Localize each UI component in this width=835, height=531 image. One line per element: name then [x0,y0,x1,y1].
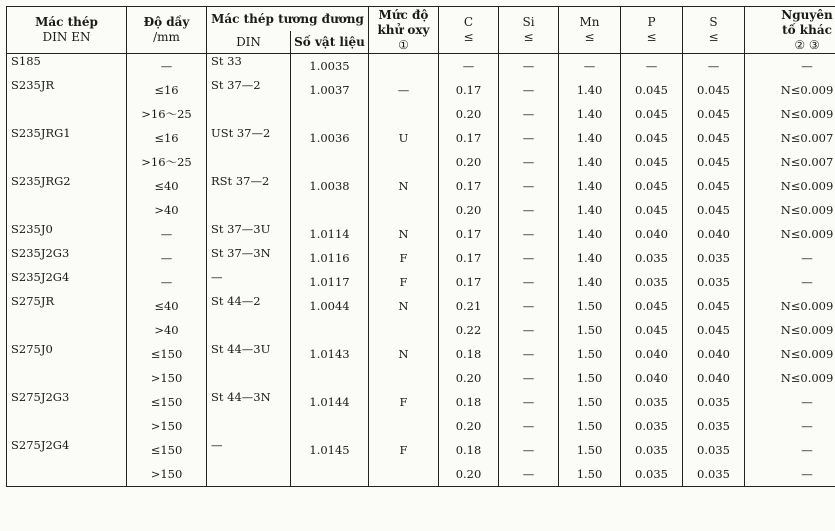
material-number-cell: 1.0116 [291,246,369,270]
header-deox-line2: khử oxy [377,22,430,37]
thickness-cell: >40 [127,318,207,342]
table-body [7,54,835,487]
manganese-cell: 1.50 [559,438,621,462]
din-cell [207,198,291,222]
carbon-cell: 0.17 [439,222,499,246]
thickness-cell: — [127,270,207,294]
sulfur-cell: 0.045 [683,102,745,126]
thickness-cell: — [127,246,207,270]
header-din: DIN [207,31,291,54]
din-cell-text: USt 37—2 [211,126,271,140]
header-si-label: Si [522,15,535,29]
grade-cell-text: S235JR [11,78,55,92]
manganese-cell: 1.50 [559,318,621,342]
other-elements-cell: N≤0.009 [745,78,835,102]
other-elements-cell: — [745,270,835,294]
silicon-cell: — [499,246,559,270]
grade-cell [7,294,127,318]
deoxidation-cell: N [369,294,439,318]
din-cell-text: St 37—3U [211,222,271,236]
sulfur-cell: 0.035 [683,246,745,270]
din-cell-text: St 37—3N [211,246,271,260]
header-other-line1: Nguyên [781,7,833,22]
material-number-cell: 1.0037 [291,78,369,102]
silicon-cell: — [499,294,559,318]
manganese-cell: — [559,54,621,79]
steel-grades-table [6,6,835,487]
other-elements-cell: N≤0.009 [745,366,835,390]
sulfur-cell: 0.045 [683,198,745,222]
sulfur-cell: 0.045 [683,150,745,174]
material-number-cell: 1.0143 [291,342,369,366]
material-number-cell [291,150,369,174]
deoxidation-cell: N [369,342,439,366]
din-cell [207,294,291,318]
thickness-cell: — [127,54,207,79]
sulfur-cell: 0.045 [683,294,745,318]
deoxidation-cell [369,54,439,79]
material-number-cell: 1.0038 [291,174,369,198]
deoxidation-cell: — [369,78,439,102]
din-cell-text: St 44—3U [211,342,271,356]
silicon-cell: — [499,222,559,246]
header-p-le: ≤ [646,30,657,44]
sulfur-cell: 0.035 [683,462,745,487]
header-mn-label: Mn [579,15,600,29]
phosphorus-cell: 0.045 [621,102,683,126]
carbon-cell: 0.17 [439,270,499,294]
grade-cell-text: S275JR [11,294,55,308]
table-row [7,366,835,390]
din-cell [207,150,291,174]
carbon-cell: 0.20 [439,462,499,487]
phosphorus-cell: 0.040 [621,222,683,246]
din-cell [207,462,291,487]
din-cell [207,54,291,79]
other-elements-cell: N≤0.007 [745,150,835,174]
deoxidation-cell: U [369,126,439,150]
sulfur-cell: 0.045 [683,78,745,102]
material-number-cell [291,198,369,222]
other-elements-cell: — [745,438,835,462]
din-cell [207,318,291,342]
material-number-cell [291,102,369,126]
manganese-cell: 1.50 [559,294,621,318]
grade-cell-text: S235JRG1 [11,126,71,140]
table-header [7,7,835,54]
phosphorus-cell: 0.045 [621,294,683,318]
grade-cell [7,126,127,150]
silicon-cell: — [499,150,559,174]
silicon-cell: — [499,438,559,462]
manganese-cell: 1.40 [559,270,621,294]
carbon-cell: 0.17 [439,78,499,102]
table-row [7,246,835,270]
silicon-cell: — [499,198,559,222]
other-elements-cell: — [745,246,835,270]
table-row [7,270,835,294]
table-row [7,54,835,79]
header-mn [559,7,621,54]
manganese-cell: 1.50 [559,366,621,390]
header-thickness-label: Độ dầy [143,15,190,29]
din-cell [207,438,291,462]
sulfur-cell: 0.035 [683,414,745,438]
header-grade-label: Mác thép [35,15,98,29]
din-cell-text: St 33 [211,54,242,68]
deoxidation-cell: F [369,390,439,414]
header-s [683,7,745,54]
phosphorus-cell: 0.035 [621,462,683,487]
silicon-cell: — [499,54,559,79]
grade-cell [7,318,127,342]
grade-cell [7,438,127,462]
carbon-cell: 0.18 [439,438,499,462]
header-c-le: ≤ [463,30,474,44]
grade-cell-text: S185 [11,54,41,68]
phosphorus-cell: 0.045 [621,198,683,222]
deoxidation-cell: F [369,270,439,294]
grade-cell [7,78,127,102]
material-number-cell [291,318,369,342]
din-cell [207,126,291,150]
other-elements-cell: N≤0.007 [745,126,835,150]
table-row [7,102,835,126]
grade-cell [7,462,127,487]
header-other-elements [745,7,835,54]
carbon-cell: 0.17 [439,246,499,270]
manganese-cell: 1.40 [559,174,621,198]
sulfur-cell: 0.040 [683,342,745,366]
din-cell [207,246,291,270]
thickness-cell: ≤150 [127,438,207,462]
manganese-cell: 1.40 [559,150,621,174]
sulfur-cell: — [683,54,745,79]
din-cell-text: St 44—3N [211,390,271,404]
phosphorus-cell: 0.035 [621,438,683,462]
other-elements-cell: N≤0.009 [745,222,835,246]
deoxidation-cell [369,150,439,174]
phosphorus-cell: 0.035 [621,270,683,294]
header-grade-sub: DIN EN [42,30,91,44]
header-c [439,7,499,54]
deoxidation-cell [369,366,439,390]
sulfur-cell: 0.035 [683,438,745,462]
grade-cell [7,150,127,174]
table-row [7,222,835,246]
sulfur-cell: 0.045 [683,126,745,150]
phosphorus-cell: 0.045 [621,126,683,150]
table-row [7,78,835,102]
thickness-cell: >40 [127,198,207,222]
deoxidation-cell [369,198,439,222]
phosphorus-cell: 0.045 [621,174,683,198]
other-elements-cell: — [745,414,835,438]
material-number-cell [291,462,369,487]
deoxidation-cell: F [369,438,439,462]
material-number-cell: 1.0036 [291,126,369,150]
carbon-cell: 0.18 [439,390,499,414]
deoxidation-cell: N [369,222,439,246]
phosphorus-cell: 0.045 [621,318,683,342]
grade-cell [7,246,127,270]
silicon-cell: — [499,270,559,294]
manganese-cell: 1.50 [559,390,621,414]
table-row [7,318,835,342]
header-other-line2: tố khác [782,22,832,37]
phosphorus-cell: 0.045 [621,150,683,174]
grade-cell [7,102,127,126]
din-cell [207,222,291,246]
din-cell-text: — [211,270,223,284]
table-row [7,414,835,438]
other-elements-cell: N≤0.009 [745,342,835,366]
carbon-cell: 0.20 [439,102,499,126]
header-mn-le: ≤ [584,30,595,44]
sulfur-cell: 0.045 [683,174,745,198]
header-p-label: P [647,15,656,29]
grade-cell [7,414,127,438]
grade-cell-text: S235J0 [11,222,53,236]
deoxidation-cell [369,462,439,487]
carbon-cell: 0.17 [439,126,499,150]
silicon-cell: — [499,78,559,102]
carbon-cell: 0.17 [439,174,499,198]
header-thickness-unit: /mm [153,30,180,44]
header-deoxidation [369,7,439,54]
manganese-cell: 1.40 [559,222,621,246]
header-si-le: ≤ [523,30,534,44]
other-elements-cell: — [745,462,835,487]
header-equivalent: Mác thép tương đương [207,7,369,32]
phosphorus-cell: 0.035 [621,414,683,438]
material-number-cell [291,414,369,438]
header-material-number: Số vật liệu [291,31,369,54]
other-elements-cell: N≤0.009 [745,102,835,126]
deoxidation-cell [369,414,439,438]
manganese-cell: 1.50 [559,462,621,487]
manganese-cell: 1.40 [559,102,621,126]
table-row [7,150,835,174]
grade-cell [7,390,127,414]
thickness-cell: ≤40 [127,174,207,198]
manganese-cell: 1.40 [559,246,621,270]
grade-cell [7,222,127,246]
header-c-label: C [463,15,474,29]
material-number-cell: 1.0117 [291,270,369,294]
thickness-cell: ≤150 [127,390,207,414]
carbon-cell: 0.22 [439,318,499,342]
sulfur-cell: 0.040 [683,222,745,246]
table-row [7,438,835,462]
grade-cell [7,54,127,79]
din-cell [207,342,291,366]
header-deox-note: ① [398,37,409,52]
thickness-cell: ≤150 [127,342,207,366]
silicon-cell: — [499,366,559,390]
header-thickness [127,7,207,54]
carbon-cell: 0.20 [439,150,499,174]
header-s-le: ≤ [708,30,719,44]
other-elements-cell: N≤0.009 [745,294,835,318]
thickness-cell: — [127,222,207,246]
din-cell-text: St 37—2 [211,78,261,92]
thickness-cell: >16～25 [127,150,207,174]
table-row [7,342,835,366]
din-cell-text: RSt 37—2 [211,174,270,188]
manganese-cell: 1.40 [559,198,621,222]
carbon-cell: 0.20 [439,414,499,438]
manganese-cell: 1.40 [559,126,621,150]
material-number-cell: 1.0035 [291,54,369,79]
thickness-cell: >150 [127,366,207,390]
phosphorus-cell: — [621,54,683,79]
din-cell-text: — [211,438,223,452]
thickness-cell: ≤16 [127,126,207,150]
other-elements-cell: N≤0.009 [745,174,835,198]
grade-cell-text: S235J2G3 [11,246,70,260]
table-row [7,294,835,318]
deoxidation-cell: F [369,246,439,270]
grade-cell [7,174,127,198]
grade-cell [7,198,127,222]
grade-cell [7,270,127,294]
header-other-notes: ② ③ [794,37,820,52]
phosphorus-cell: 0.045 [621,78,683,102]
table-row [7,126,835,150]
carbon-cell: — [439,54,499,79]
material-number-cell: 1.0144 [291,390,369,414]
thickness-cell: ≤16 [127,78,207,102]
sulfur-cell: 0.040 [683,366,745,390]
header-si [499,7,559,54]
material-number-cell: 1.0044 [291,294,369,318]
carbon-cell: 0.20 [439,198,499,222]
sulfur-cell: 0.045 [683,318,745,342]
grade-cell-text: S275J2G3 [11,390,70,404]
table-row [7,198,835,222]
din-cell [207,174,291,198]
header-p [621,7,683,54]
din-cell [207,270,291,294]
other-elements-cell: N≤0.009 [745,198,835,222]
silicon-cell: — [499,102,559,126]
manganese-cell: 1.50 [559,342,621,366]
thickness-cell: >150 [127,414,207,438]
din-cell [207,414,291,438]
grade-cell [7,366,127,390]
header-s-label: S [709,15,718,29]
silicon-cell: — [499,318,559,342]
deoxidation-cell [369,102,439,126]
grade-cell [7,342,127,366]
other-elements-cell: N≤0.009 [745,318,835,342]
din-cell [207,102,291,126]
table-row [7,462,835,487]
material-number-cell [291,366,369,390]
silicon-cell: — [499,342,559,366]
thickness-cell: >16～25 [127,102,207,126]
manganese-cell: 1.40 [559,78,621,102]
silicon-cell: — [499,390,559,414]
din-cell [207,366,291,390]
grade-cell-text: S275J2G4 [11,438,70,452]
material-number-cell: 1.0114 [291,222,369,246]
thickness-cell: ≤40 [127,294,207,318]
grade-cell-text: S235JRG2 [11,174,71,188]
material-number-cell: 1.0145 [291,438,369,462]
other-elements-cell: — [745,390,835,414]
thickness-cell: >150 [127,462,207,487]
header-deox-line1: Mức độ [378,7,429,22]
din-cell [207,78,291,102]
phosphorus-cell: 0.035 [621,246,683,270]
phosphorus-cell: 0.035 [621,390,683,414]
header-grade [7,7,127,54]
carbon-cell: 0.18 [439,342,499,366]
manganese-cell: 1.50 [559,414,621,438]
sulfur-cell: 0.035 [683,390,745,414]
silicon-cell: — [499,174,559,198]
other-elements-cell: — [745,54,835,79]
grade-cell-text: S275J0 [11,342,53,356]
silicon-cell: — [499,126,559,150]
carbon-cell: 0.21 [439,294,499,318]
din-cell [207,390,291,414]
phosphorus-cell: 0.040 [621,342,683,366]
table-row [7,390,835,414]
table-row [7,174,835,198]
silicon-cell: — [499,462,559,487]
deoxidation-cell: N [369,174,439,198]
din-cell-text: St 44—2 [211,294,261,308]
sulfur-cell: 0.035 [683,270,745,294]
grade-cell-text: S235J2G4 [11,270,70,284]
deoxidation-cell [369,318,439,342]
carbon-cell: 0.20 [439,366,499,390]
phosphorus-cell: 0.040 [621,366,683,390]
silicon-cell: — [499,414,559,438]
